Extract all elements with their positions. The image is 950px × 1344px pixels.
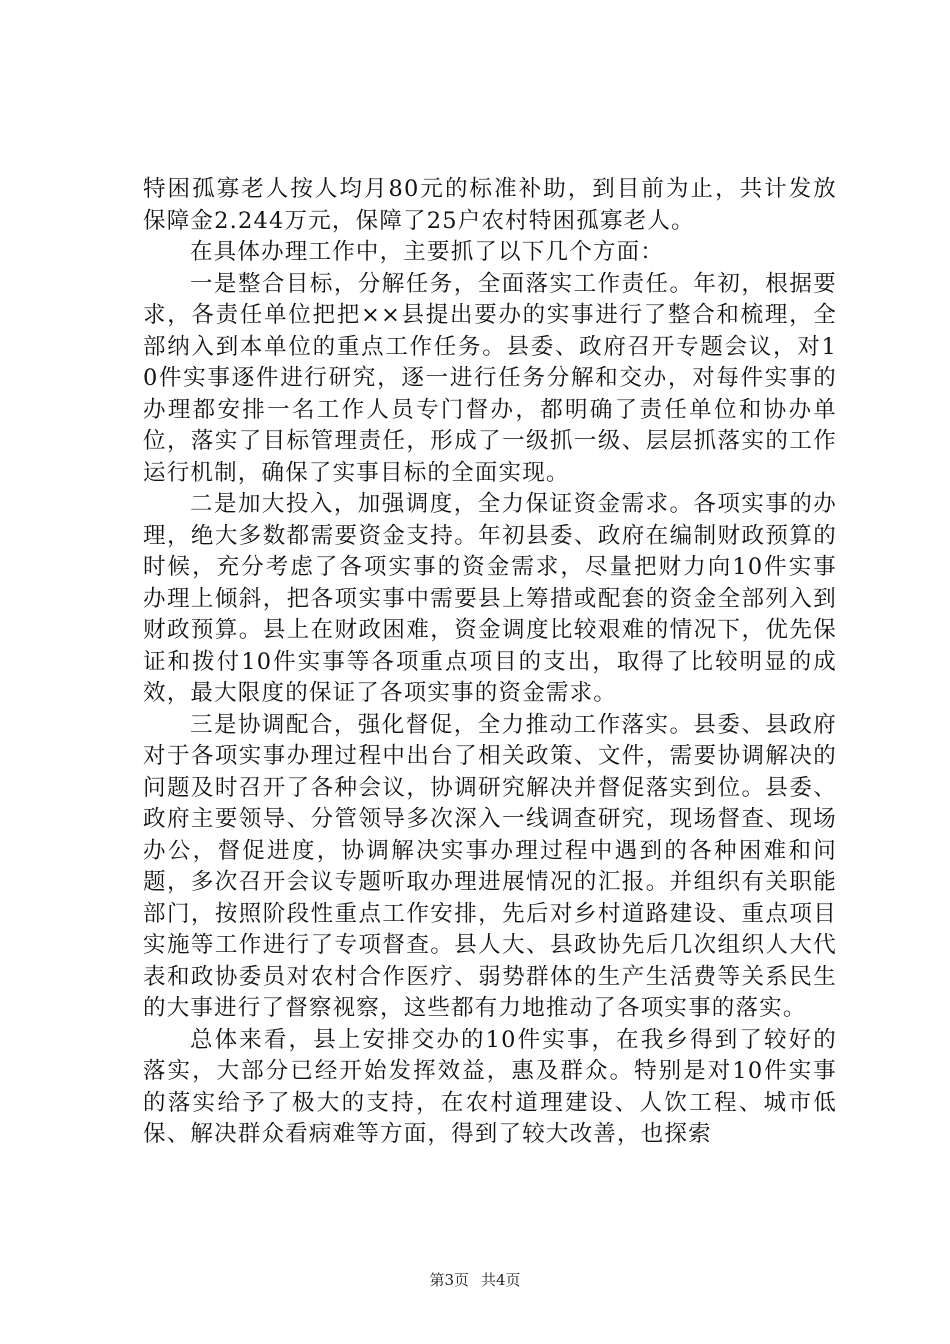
paragraph-continuation: 特困孤寡老人按人均月80元的标准补助，到目前为止，共计发放保障金2.244万元，保障了25户农村特困孤寡老人。: [143, 176, 837, 234]
page-total: 共4页: [481, 1271, 521, 1289]
page-footer: [0, 1270, 950, 1290]
paragraph-intro: 在具体办理工作中，主要抓了以下几个方面：: [190, 239, 665, 265]
page-number: 第3页: [429, 1271, 469, 1289]
paragraph-point-one: 一是整合目标，分解任务，全面落实工作责任。年初，根据要求，各责任单位把把××县提出要办的实事进行了整合和梳理，全部纳入到本单位的重点工作任务。县委、政府召开专题会议，对10件实事逐件进行研究，逐一进行任务分解和交办，对每件实事的办理都安排一名工作人员专门督办，都明确了责任单位和协办单位，落实了目标管理责任，形成了一级抓一级、层层抓落实的工作运行机制，确保了实事目标的全面实现。: [143, 270, 837, 486]
paragraph-point-two: 二是加大投入，加强调度，全力保证资金需求。各项实事的办理，绝大多数都需要资金支持。年初县委、政府在编制财政预算的时候，充分考虑了各项实事的资金需求，尽量把财力向10件实事办理上倾斜，把各项实事中需要县上筹措或配套的资金全部列入到财政预算。县上在财政困难，资金调度比较艰难的情况下，优先保证和拨付10件实事等各项重点项目的支出，取得了比较明显的成效，最大限度的保证了各项实事的资金需求。: [143, 491, 837, 706]
paragraph-summary: 总体来看，县上安排交办的10件实事，在我乡得到了较好的落实，大部分已经开始发挥效益，惠及群众。特别是对10件实事的落实给予了极大的支持，在农村道理建设、人饮工程、城市低保、解决群众看病难等方面，得到了较大改善，也探索: [143, 1026, 837, 1147]
document-body: [143, 174, 837, 1151]
paragraph-point-three: 三是协调配合，强化督促，全力推动工作落实。县委、县政府对于各项实事办理过程中出台了相关政策、文件，需要协调解决的问题及时召开了各种会议，协调研究解决并督促落实到位。县委、政府主要领导、分管领导多次深入一线调查研究，现场督查、现场办公，督促进度，协调解决实事办理过程中遇到的各种困难和问题，多次召开会议专题听取办理进展情况的汇报。并组织有关职能部门，按照阶段性重点工作安排，先后对乡村道路建设、重点项目实施等工作进行了专项督查。县人大、县政协先后几次组织人大代表和政协委员对农村合作医疗、弱势群体的生产生活费等关系民生的大事进行了督察视察，这些都有力地推动了各项实事的落实。: [143, 711, 837, 1021]
